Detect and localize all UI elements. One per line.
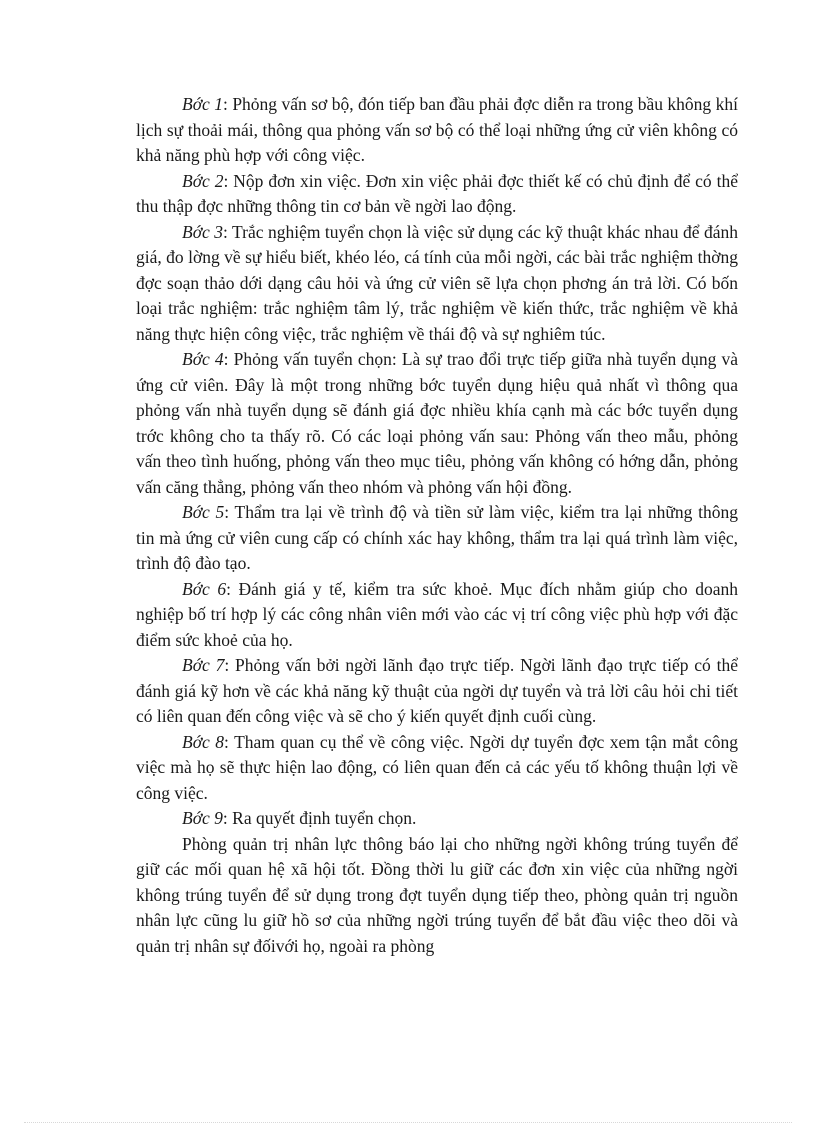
- step-label: Bớc 9: [182, 808, 223, 828]
- paragraph-text: Phòng quản trị nhân lực thông báo lại cho những ngời không trúng tuyển để giữ các mối quan hệ xã hội tốt. Đồng thời lu giữ các đơn xin việc của những ngời không trúng tuyển để sử dụng trong đợt tuyển dụng tiếp theo, phòng quản trị nguồn nhân lực cũng lu giữ hồ sơ của những ngời trúng tuyển để bắt đầu việc theo dõi và quản trị nhân sự đốivới họ, ngoài ra phòng: [136, 833, 738, 956]
- step-text: : Đánh giá y tế, kiểm tra sức khoẻ. Mục đích nhằm giúp cho doanh nghiệp bố trí hợp lý các công nhân viên mới vào các vị trí công việc phù hợp với đặc điểm sức khoẻ của họ.: [136, 578, 738, 650]
- step-text: : Nộp đơn xin việc. Đơn xin việc phải đợc thiết kế có chủ định để có thể thu thập đợc những thông tin cơ bản về ngời lao động.: [136, 170, 738, 216]
- step-paragraph-7: [136, 653, 738, 730]
- step-label: Bớc 6: [182, 578, 227, 599]
- step-label: Bớc 8: [182, 731, 225, 752]
- step-label: Bớc 3: [182, 221, 224, 242]
- step-paragraph-1: [136, 92, 738, 169]
- document-body: [136, 92, 738, 1037]
- step-paragraph-6: [136, 577, 738, 654]
- step-paragraph-2: [136, 169, 738, 220]
- closing-paragraph: [136, 832, 738, 960]
- step-text: : Trắc nghiệm tuyển chọn là việc sử dụng các kỹ thuật khác nhau để đánh giá, đo lờng về sự hiểu biết, khéo léo, cá tính của mỗi ngời, các bài trắc nghiệm thờng đợc soạn thảo dới dạng câu hỏi và ứng cử viên sẽ lựa chọn phơng án trả lời. Có bốn loại trắc nghiệm: trắc nghiệm tâm lý, trắc nghiệm về kiến thức, trắc nghiệm về khả năng thực hiện công việc, trắc nghiệm về thái độ và sự nghiêm túc.: [136, 221, 738, 344]
- step-text: : Thẩm tra lại về trình độ và tiền sử làm việc, kiểm tra lại những thông tin mà ứng cử viên cung cấp có chính xác hay không, thẩm tra lại quá trình làm việc, trình độ đào tạo.: [136, 502, 738, 573]
- step-label: Bớc 2: [182, 170, 224, 191]
- step-label: Bớc 1: [182, 94, 223, 114]
- step-label: Bớc 7: [182, 655, 225, 675]
- step-text: : Phỏng vấn sơ bộ, đón tiếp ban đầu phải đợc diễn ra trong bầu không khí lịch sự thoải mái, thông qua phỏng vấn sơ bộ có thể loại những ứng cử viên không có khả năng phù hợp với công việc.: [136, 94, 738, 165]
- step-label: Bớc 4: [182, 349, 224, 369]
- step-paragraph-8: [136, 730, 738, 807]
- step-text: : Phỏng vấn tuyển chọn: Là sự trao đổi trực tiếp giữa nhà tuyển dụng và ứng cử viên. Đây là một trong những bớc tuyển dụng hiệu quả nhất vì thông qua phỏng vấn nhà tuyển dụng sẽ đánh giá đợc nhiều khía cạnh mà các bớc tuyển dụng trớc không cho ta thấy rõ. Có các loại phỏng vấn sau: Phỏng vấn theo mẫu, phỏng vấn theo tình huống, phỏng vấn theo mục tiêu, phỏng vấn không có hớng dẫn, phỏng vấn căng thẳng, phỏng vấn theo nhóm và phỏng vấn hội đồng.: [136, 349, 738, 497]
- step-paragraph-9: [136, 806, 738, 832]
- step-paragraph-4: [136, 347, 738, 500]
- step-text: : Phỏng vấn bởi ngời lãnh đạo trực tiếp. Ngời lãnh đạo trực tiếp có thể đánh giá kỹ hơn về các khả năng kỹ thuật của ngời dự tuyển và trả lời câu hỏi chi tiết có liên quan đến công việc và sẽ cho ý kiến quyết định cuối cùng.: [136, 655, 738, 726]
- step-text: : Ra quyết định tuyển chọn.: [222, 808, 417, 828]
- step-label: Bớc 5: [182, 502, 225, 522]
- step-paragraph-5: [136, 500, 738, 577]
- step-text: : Tham quan cụ thể về công việc. Ngời dự tuyển đợc xem tận mắt công việc mà họ sẽ thực hiện lao động, có liên quan đến cả các yếu tố không thuận lợi về công việc.: [136, 731, 738, 803]
- step-paragraph-3: [136, 220, 738, 348]
